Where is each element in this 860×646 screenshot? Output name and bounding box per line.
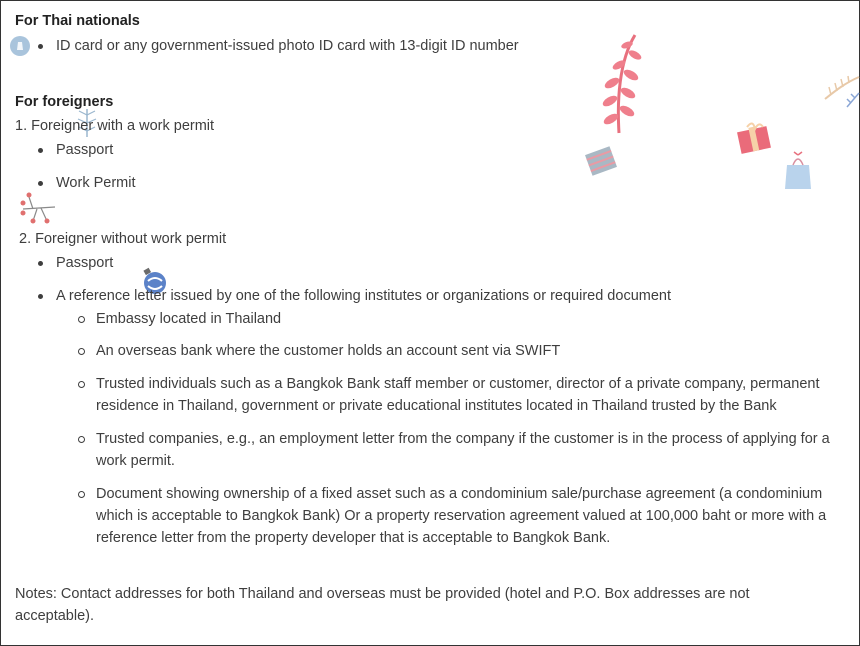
wrapped-present-icon <box>583 143 619 179</box>
sub-list-item: Trusted individuals such as a Bangkok Bank staff member or customer, director of a private company, permanent residence in Thailand, government or private educational institutes located in Thailand trusted by the Bank <box>96 373 858 417</box>
sub-list-item: Document showing ownership of a fixed asset such as a condominium sale/purchase agreement (a condominium which is acceptable to Bangkok Bank) Or a property reservation agreement valued at 100,000 baht or more with a reference letter from the property developer that is acceptable to Bangkok Bank. <box>96 483 858 549</box>
foreigner-group-1-title: 1. Foreigner with a work permit <box>15 118 215 134</box>
pine-sprig-icon <box>821 71 860 111</box>
berry-branch-icon <box>19 189 57 225</box>
foreigner-group-2-title: 2. Foreigner without work permit <box>19 231 227 247</box>
ornament-icon <box>9 35 31 57</box>
list-item: A reference letter issued by one of the following institutes or organizations or required document <box>56 285 671 307</box>
list-item: Passport <box>56 139 113 161</box>
notes-text: Notes: Contact addresses for both Thailand and overseas must be provided (hotel and P.O. Box addresses are not acceptable). <box>15 586 750 624</box>
thai-nationals-heading: For Thai nationals <box>15 13 140 29</box>
sub-list-item: Trusted companies, e.g., an employment letter from the company if the customer is in the process of applying for a work permit. <box>96 428 858 472</box>
gift-bag-icon <box>783 151 813 191</box>
foreigners-heading: For foreigners <box>15 94 114 110</box>
list-item: Work Permit <box>56 172 136 194</box>
sub-list-item: Embassy located in Thailand <box>96 308 281 330</box>
gift-box-icon <box>735 117 773 155</box>
sub-list-item: An overseas bank where the customer holds an account sent via SWIFT <box>96 340 560 362</box>
list-item: ID card or any government-issued photo ID card with 13-digit ID number <box>56 35 519 57</box>
list-item: Passport <box>56 252 113 274</box>
leaf-branch-icon <box>599 31 643 135</box>
